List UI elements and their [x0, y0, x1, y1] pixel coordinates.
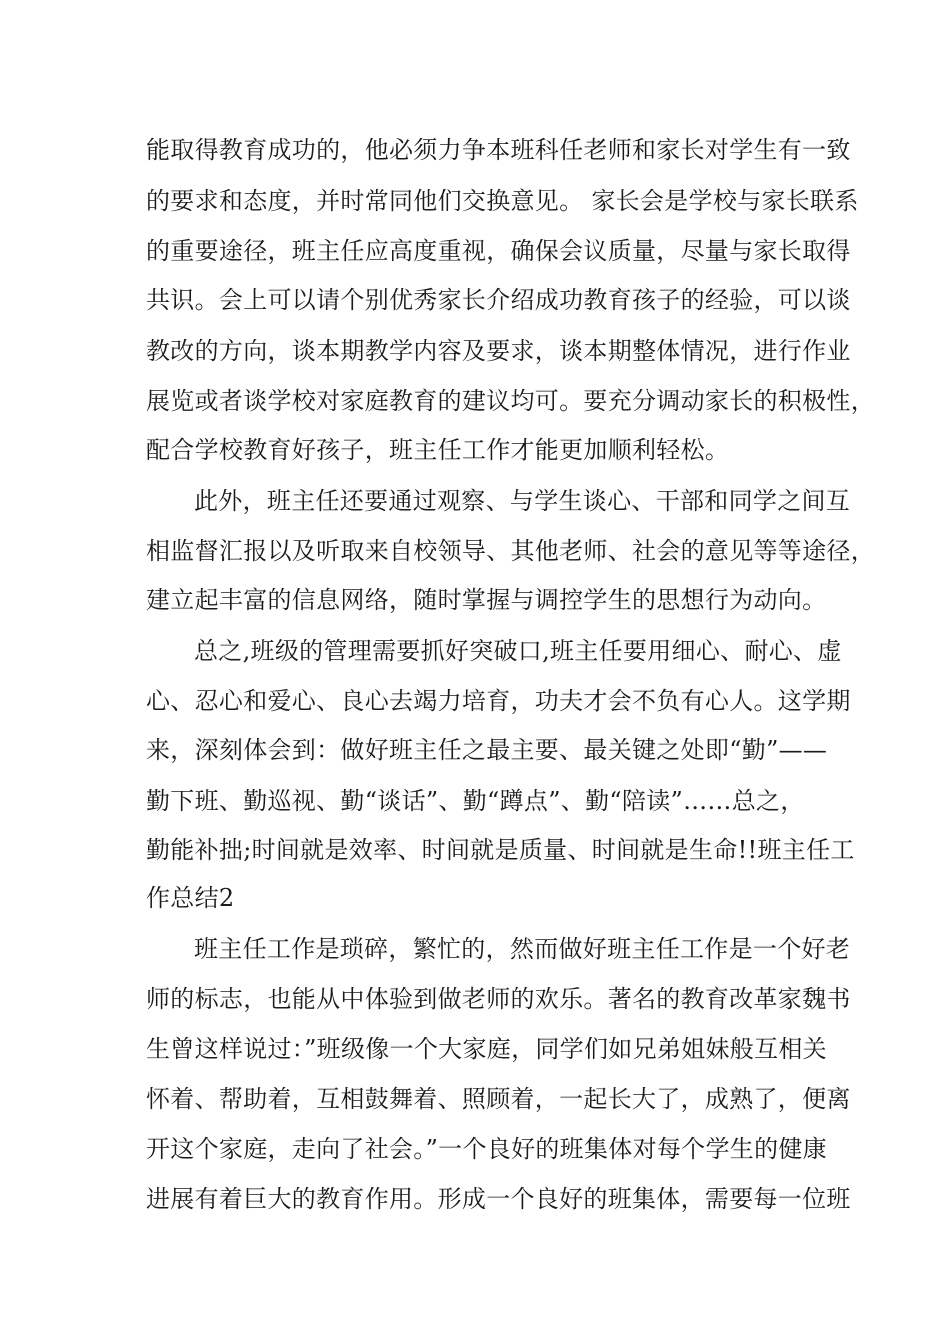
paragraph-first-line: 总之,班级的管理需要抓好突破口,班主任要用细心、耐心、虚 — [194, 637, 842, 665]
text-line: 作总结2 — [146, 884, 235, 912]
paragraph-first-line: 此外，班主任还要通过观察、与学生谈心、干部和同学之间互 — [194, 487, 851, 515]
text-line: 生曾这样说过：”班级像一个大家庭，同学们如兄弟姐妹般互相关 — [146, 1035, 827, 1063]
text-line: 配合学校教育好孩子，班主任工作才能更加顺利轻松。 — [146, 436, 730, 464]
text-line: 相监督汇报以及听取来自校领导、其他老师、社会的意见等等途径， — [146, 537, 875, 565]
text-line: 的重要途径，班主任应高度重视，确保会议质量，尽量与家长取得 — [146, 237, 851, 265]
paragraph-first-line: 班主任工作是琐碎，繁忙的，然而做好班主任工作是一个好老 — [194, 935, 851, 963]
text-line: 的要求和态度，并时常同他们交换意见。 家长会是学校与家长联系 — [146, 187, 859, 215]
text-line: 来，深刻体会到：做好班主任之最主要、最关键之处即“勤”—— — [146, 736, 828, 764]
text-line: 进展有着巨大的教育作用。形成一个良好的班集体，需要每一位班 — [146, 1185, 851, 1213]
text-line: 心、忍心和爱心、良心去竭力培育，功夫才会不负有心人。这学期 — [146, 687, 851, 715]
text-line: 勤下班、勤巡视、勤“谈话”、勤“蹲点”、勤“陪读”……总之， — [146, 787, 805, 815]
text-line: 教改的方向，谈本期教学内容及要求，谈本期整体情况，进行作业 — [146, 337, 851, 365]
text-line: 开这个家庭，走向了社会。”一个良好的班集体对每个学生的健康 — [146, 1135, 827, 1163]
text-line: 师的标志，也能从中体验到做老师的欢乐。著名的教育改革家魏书 — [146, 985, 851, 1013]
text-line: 展览或者谈学校对家庭教育的建议均可。要充分调动家长的积极性， — [146, 387, 875, 415]
text-line: 建立起丰富的信息网络，随时掌握与调控学生的思想行为动向。 — [146, 586, 827, 614]
text-line: 勤能补拙;时间就是效率、时间就是质量、时间就是生命!!班主任工 — [146, 836, 855, 864]
text-line: 能取得教育成功的，他必须力争本班科任老师和家长对学生有一致 — [146, 136, 851, 164]
text-line: 怀着、帮助着，互相鼓舞着、照顾着，一起长大了，成熟了，便离 — [146, 1085, 851, 1113]
text-line: 共识。会上可以请个别优秀家长介绍成功教育孩子的经验，可以谈 — [146, 286, 851, 314]
